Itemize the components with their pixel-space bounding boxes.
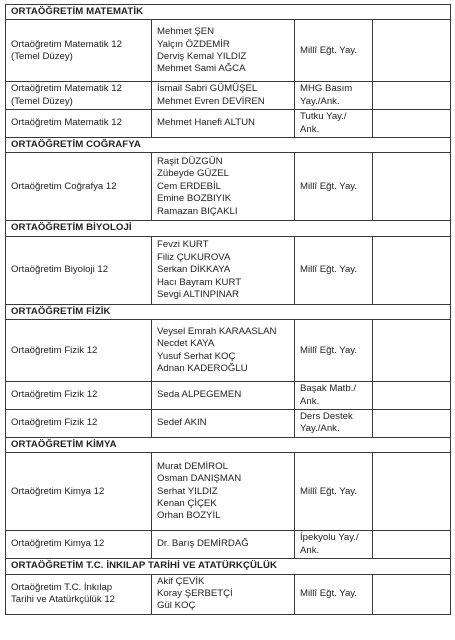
publisher-cell [295,453,373,531]
book-title-cell [6,82,152,110]
authors-cell-line: Osman DANIŞMAN [157,473,242,485]
authors-cell [152,236,295,304]
book-title-cell-line: Ortaöğretim T.C. İnkılap [11,581,113,593]
authors-cell-line: Mehmet Hanefi ALTUN [157,117,255,129]
section-title: ORTAÖĞRETİM T.C. İNKILAP TARİHİ VE ATATÜRKÇÜLÜK [6,559,451,574]
empty-cell [373,382,451,410]
section-header-row [6,304,451,319]
authors-cell-line: İsmail Sabri GÜMÜŞEL [157,83,258,95]
authors-cell-line: Yusuf Serhat KOÇ [157,350,236,362]
authors-cell-line: Yalçın ÖZDEMİR [157,38,230,50]
authors-cell-line: Serkan DİKKAYA [157,264,231,276]
publisher-cell [295,531,373,559]
publisher-cell-line: Ank. [300,395,320,407]
authors-cell-line: Gül KOÇ [157,600,196,612]
book-row [6,153,451,221]
publisher-cell-line: Başak Matb./ [300,383,356,395]
authors-cell-line: Koray ŞERBETÇİ [157,587,233,599]
section-header-row [6,221,451,236]
empty-cell [373,82,451,110]
empty-cell [373,110,451,138]
empty-cell [373,531,451,559]
empty-cell [373,20,451,82]
publisher-cell [295,574,373,614]
book-title-cell [6,382,152,410]
authors-cell [152,531,295,559]
book-title-cell-line: Ortaöğretim Coğrafya 12 [11,180,117,192]
book-row [6,110,451,138]
book-title-cell-line: Ortaöğretim Matematik 12 [11,38,122,50]
authors-cell-line: Mehmet Sami AĞCA [157,63,246,75]
publisher-cell [295,110,373,138]
authors-cell-line: Emine BOZBIYIK [157,193,232,205]
publisher-cell [295,236,373,304]
authors-cell-line: Zübeyde GÜZEL [157,168,229,180]
section-header-row [6,5,451,20]
authors-cell-line: Orhan BOZYİL [157,510,221,522]
book-title-cell-line: (Temel Düzey) [11,50,73,62]
book-row [6,531,451,559]
authors-cell-line: Fevzi KURT [157,239,209,251]
book-row [6,236,451,304]
publisher-cell-line: Ank. [300,123,320,135]
publisher-cell-line: Ank. [300,544,320,556]
book-title-cell [6,574,152,614]
authors-cell [152,574,295,614]
authors-cell-line: Akif ÇEVİK [157,575,205,587]
book-title-cell-line: Ortaöğretim Fizik 12 [11,417,98,429]
authors-cell [152,453,295,531]
authors-cell-line: Sedef AKIN [157,417,207,429]
section-title: ORTAÖĞRETİM MATEMATİK [6,5,451,20]
book-title-cell [6,153,152,221]
book-row [6,410,451,438]
publisher-cell [295,320,373,382]
book-row [6,382,451,410]
authors-cell-line: Derviş Kemal YILDIZ [157,50,247,62]
authors-cell-line: Kenan ÇİÇEK [157,497,217,509]
book-row [6,20,451,82]
publisher-cell-line: Millî Eğt. Yay. [300,44,358,56]
section-title: ORTAÖĞRETİM COĞRAFYA [6,138,451,153]
publisher-cell [295,153,373,221]
authors-cell-line: Veysel Emrah KARAASLAN [157,325,277,337]
book-title-cell [6,236,152,304]
section-title: ORTAÖĞRETİM KİMYA [6,437,451,452]
book-row [6,320,451,382]
book-title-cell-line: Ortaöğretim Matematik 12 [11,117,122,129]
authors-cell-line: Seda ALPEGEMEN [157,389,242,401]
publisher-cell-line: Millî Eğt. Yay. [300,485,358,497]
authors-cell [152,382,295,410]
book-title-cell [6,320,152,382]
authors-cell [152,82,295,110]
book-title-cell-line: Tarihi ve Atatürkçülük 12 [11,594,115,606]
empty-cell [373,320,451,382]
publisher-cell [295,382,373,410]
book-title-cell-line: Ortaöğretim Matematik 12 [11,83,122,95]
authors-cell-line: Dr. Barış DEMİRDAĞ [157,538,249,550]
book-title-cell [6,410,152,438]
authors-cell-line: Raşit DÜZGÜN [157,155,223,167]
empty-cell [373,410,451,438]
authors-cell-line: Mehmet Evren DEVİREN [157,95,265,107]
publisher-cell-line: Ders Destek [300,411,353,423]
book-title-cell [6,20,152,82]
book-title-cell [6,110,152,138]
section-header-row [6,437,451,452]
authors-cell-line: Filiz ÇUKUROVA [157,251,231,263]
authors-cell [152,110,295,138]
section-header-row [6,559,451,574]
book-row [6,82,451,110]
empty-cell [373,453,451,531]
publisher-cell-line: Tutku Yay./ [300,111,347,123]
publisher-cell-line: Millî Eğt. Yay. [300,264,358,276]
textbook-table-body [6,5,451,615]
publisher-cell-line: Millî Eğt. Yay. [300,344,358,356]
book-title-cell [6,531,152,559]
textbook-table [5,4,451,615]
book-row [6,574,451,614]
section-title: ORTAÖĞRETİM FİZİK [6,304,451,319]
authors-cell-line: Hacı Bayram KURT [157,276,242,288]
publisher-cell-line: İpekyolu Yay./ [300,532,359,544]
authors-cell [152,153,295,221]
publisher-cell-line: Yay./Ank. [300,95,340,107]
empty-cell [373,236,451,304]
authors-cell-line: Murat DEMİROL [157,460,228,472]
authors-cell-line: Serhat YILDIZ [157,485,218,497]
authors-cell-line: Necdet KAYA [157,338,215,350]
authors-cell-line: Adnan KADEROĞLU [157,363,248,375]
authors-cell-line: Sevgi ALTINPINAR [157,288,239,300]
section-header-row [6,138,451,153]
authors-cell-line: Cem ERDEBİL [157,180,221,192]
publisher-cell-line: Yay./Ank. [300,423,340,435]
authors-cell [152,20,295,82]
empty-cell [373,574,451,614]
book-title-cell-line: Ortaöğretim Kimya 12 [11,538,105,550]
book-row [6,453,451,531]
publisher-cell [295,410,373,438]
publisher-cell-line: Millî Eğt. Yay. [300,180,358,192]
authors-cell [152,410,295,438]
book-title-cell [6,453,152,531]
book-title-cell-line: Ortaöğretim Biyoloji 12 [11,264,109,276]
empty-cell [373,153,451,221]
book-title-cell-line: Ortaöğretim Kimya 12 [11,485,105,497]
authors-cell [152,320,295,382]
publisher-cell-line: MHG Basım [300,83,353,95]
section-title: ORTAÖĞRETİM BİYOLOJİ [6,221,451,236]
publisher-cell [295,82,373,110]
publisher-cell-line: Millî Eğt. Yay. [300,587,358,599]
book-title-cell-line: (Temel Düzey) [11,95,73,107]
book-title-cell-line: Ortaöğretim Fizik 12 [11,389,98,401]
book-title-cell-line: Ortaöğretim Fizik 12 [11,344,98,356]
authors-cell-line: Ramazan BIÇAKLI [157,205,238,217]
publisher-cell [295,20,373,82]
authors-cell-line: Mehmet ŞEN [157,26,215,38]
